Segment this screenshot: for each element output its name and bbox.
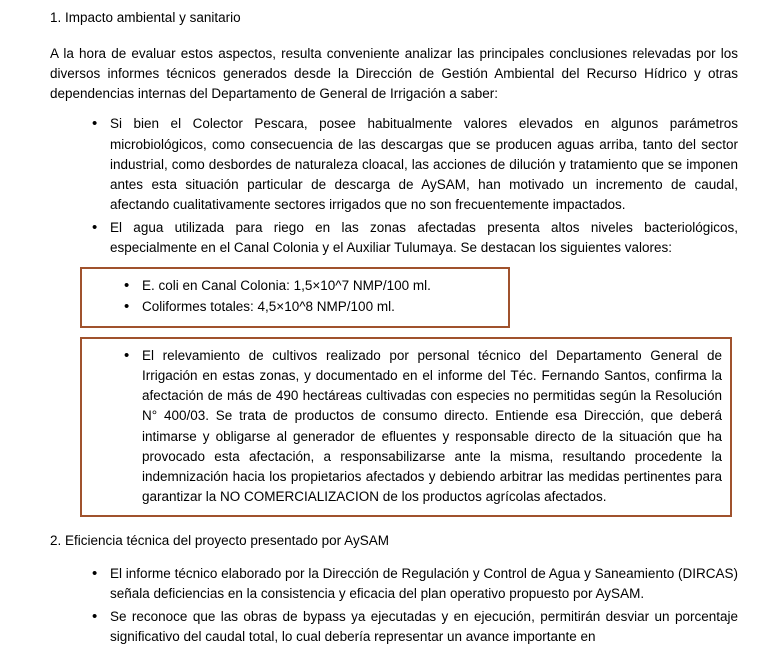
- list-item: • El agua utilizada para riego en las zonas afectadas presenta altos niveles bacteriológicos, especialmente en el Canal Colonia y el Auxiliar Tulumaya. Se destacan los siguientes valores:: [88, 218, 738, 259]
- list-item: • Si bien el Colector Pescara, posee habitualmente valores elevados en algunos parámetros microbiológicos, como consecuencia de las descargas que se producen aguas arriba, tanto del sector industrial, como desbordes de naturaleza cloacal, las acciones de dilución y tratamiento que se imponen antes esta situación particular de descarga de AySAM, han motivado un incremento de caudal, afectando cualitativamente sectores irrigados que no son frecuentemente impactados.: [88, 114, 738, 215]
- highlight-box-values: [80, 267, 510, 328]
- highlight-box-paragraph: [80, 337, 732, 517]
- boxed-values-list: [82, 276, 500, 318]
- list-item: • El relevamiento de cultivos realizado por personal técnico del Departamento General de Irrigación en estas zonas, y documentado en el informe del Téc. Fernando Santos, confirma la afectación de más de 490 hectáreas cultivadas con especies no permitidas según la Resolución N° 400/03. Se trata de productos de consumo directo. Entiende esa Dirección, que deberá intimarse y obligarse al generador de efluentes y responsable directo de la situación que ha provocado esta afectación, a responsabilizarse ante la misma, resultando procedente la indemnización hacia los propietarios afectados y debiendo arbitrar las medidas pertinentes para garantizar la NO COMERCIALIZACION de los productos agrícolas afectados.: [120, 346, 722, 508]
- list-item: • E. coli en Canal Colonia: 1,5×10^7 NMP/100 ml.: [120, 276, 500, 296]
- list-item: • Se reconoce que las obras de bypass ya ejecutadas y en ejecución, permitirán desviar un porcentaje significativo del caudal total, lo cual debería representar un avance importante en: [88, 607, 738, 647]
- list-item: • Coliformes totales: 4,5×10^8 NMP/100 ml.: [120, 297, 500, 317]
- boxed-paragraph-list: [82, 346, 722, 508]
- list-item: • El informe técnico elaborado por la Dirección de Regulación y Control de Agua y Saneamiento (DIRCAS) señala deficiencias en la consistencia y eficacia del plan operativo propuesto por AySAM.: [88, 564, 738, 605]
- section-2-bullet-list: [44, 564, 738, 647]
- section-1-bullet-list: [44, 114, 738, 258]
- section-1-heading: 1. Impacto ambiental y sanitario: [50, 10, 241, 25]
- section-1-intro-paragraph: A la hora de evaluar estos aspectos, resulta conveniente analizar las principales conclusiones relevadas por los diversos informes técnicos generados desde la Dirección de Gestión Ambiental del Recurso Hídrico y otras dependencias internas del Departamento de General de Irrigación a saber:: [50, 45, 738, 102]
- section-2-heading: 2. Eficiencia técnica del proyecto presentado por AySAM: [50, 532, 389, 548]
